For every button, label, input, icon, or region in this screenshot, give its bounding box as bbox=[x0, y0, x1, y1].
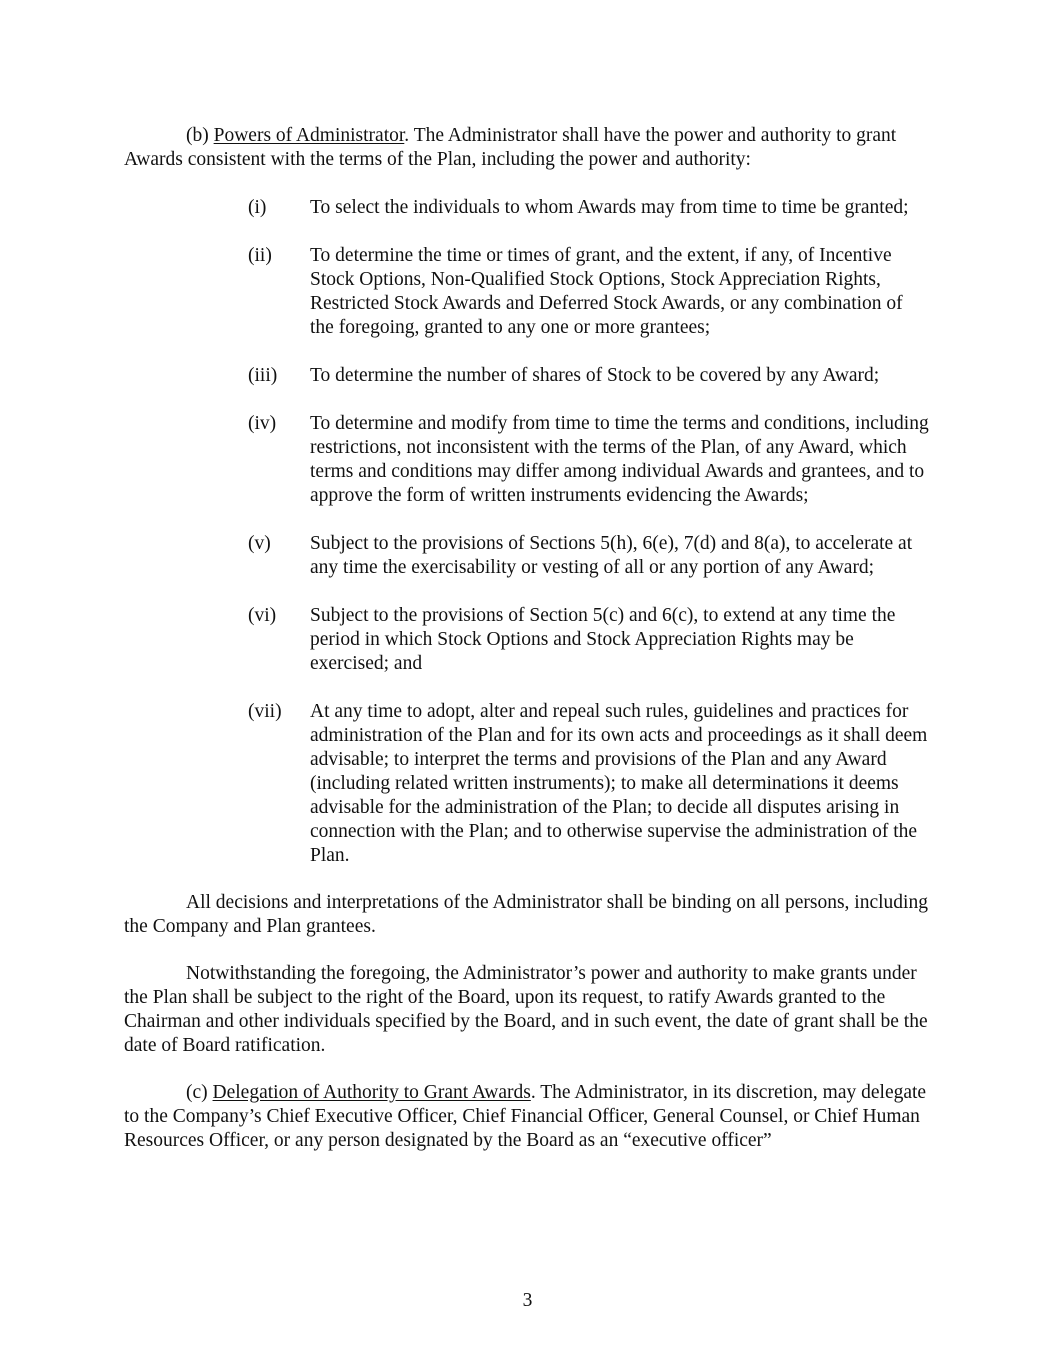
list-item bbox=[124, 700, 930, 868]
decisions-paragraph: All decisions and interpretations of the Administrator shall be binding on all persons, including the Company and Plan grantees. bbox=[124, 892, 928, 937]
list-item-number: (vi) bbox=[248, 605, 277, 626]
list-item-number: (vii) bbox=[248, 701, 282, 722]
notwithstanding-paragraph: Notwithstanding the foregoing, the Administrator’s power and authority to make grants under the Plan shall be subject to the right of the Board, upon its request, to ratify Awards granted to the Chairman and other individuals specified by the Board, and in such event, the date of grant shall be the date of Board ratification. bbox=[124, 963, 928, 1056]
list-item-number: (v) bbox=[248, 533, 271, 554]
powers-list bbox=[124, 196, 930, 868]
list-item bbox=[124, 412, 930, 508]
section-c-heading: Delegation of Authority to Grant Awards bbox=[212, 1082, 531, 1103]
list-item-text: To determine the time or times of grant, and the extent, if any, of Incentive Stock Options, Non-Qualified Stock Options, Stock Appreciation Rights, Restricted Stock Awards and Deferred Stock Awards, or any combination of the foregoing, granted to any one or more grantees; bbox=[310, 245, 903, 338]
list-item bbox=[124, 244, 930, 340]
list-item-text: Subject to the provisions of Sections 5(h), 6(e), 7(d) and 8(a), to accelerate at any time the exercisability or vesting of all or any portion of any Award; bbox=[310, 533, 913, 578]
list-item-number: (iii) bbox=[248, 365, 278, 386]
section-b-heading: Powers of Administrator bbox=[213, 125, 405, 146]
list-item bbox=[124, 196, 930, 220]
section-c-paragraph bbox=[124, 1081, 930, 1153]
section-b-label: (b) bbox=[186, 125, 214, 146]
section-c-text: . The Administrator, in its discretion, may delegate to the Company’s Chief Executive Officer, Chief Financial Officer, General Counsel, or Chief Human Resources Officer, or any person designated by the Board as an “executive officer” bbox=[124, 1082, 927, 1151]
list-item-text: At any time to adopt, alter and repeal such rules, guidelines and practices for administration of the Plan and for its own acts and proceedings as it shall deem advisable; to interpret the terms and provisions of the Plan and any Award (including related written instruments); to make all determinations it deems advisable for the administration of the Plan; to decide all disputes arising in connection with the Plan; and to otherwise supervise the administration of the Plan. bbox=[310, 701, 928, 866]
list-item-text: Subject to the provisions of Section 5(c) and 6(c), to extend at any time the period in which Stock Options and Stock Appreciation Rights may be exercised; and bbox=[310, 605, 896, 674]
list-item-number: (ii) bbox=[248, 245, 272, 266]
document-page bbox=[124, 124, 930, 1176]
list-item-text: To select the individuals to whom Awards may from time to time be granted; bbox=[310, 197, 909, 218]
list-item bbox=[124, 532, 930, 580]
list-item-text: To determine the number of shares of Stock to be covered by any Award; bbox=[310, 365, 880, 386]
list-item bbox=[124, 604, 930, 676]
list-item-number: (iv) bbox=[248, 413, 277, 434]
section-b-text: . The Administrator shall have the power and authority to grant Awards consistent with the terms of the Plan, including the power and authority: bbox=[124, 125, 897, 170]
list-item-text: To determine and modify from time to time the terms and conditions, including restrictions, not inconsistent with the terms of the Plan, of any Award, which terms and conditions may differ among individual Awards and grantees, and to approve the form of written instruments evidencing the Awards; bbox=[310, 413, 929, 506]
list-item bbox=[124, 364, 930, 388]
list-item-number: (i) bbox=[248, 197, 267, 218]
section-b-paragraph bbox=[124, 124, 930, 172]
section-c-label: (c) bbox=[186, 1082, 213, 1103]
page-number: 3 bbox=[522, 1290, 533, 1311]
